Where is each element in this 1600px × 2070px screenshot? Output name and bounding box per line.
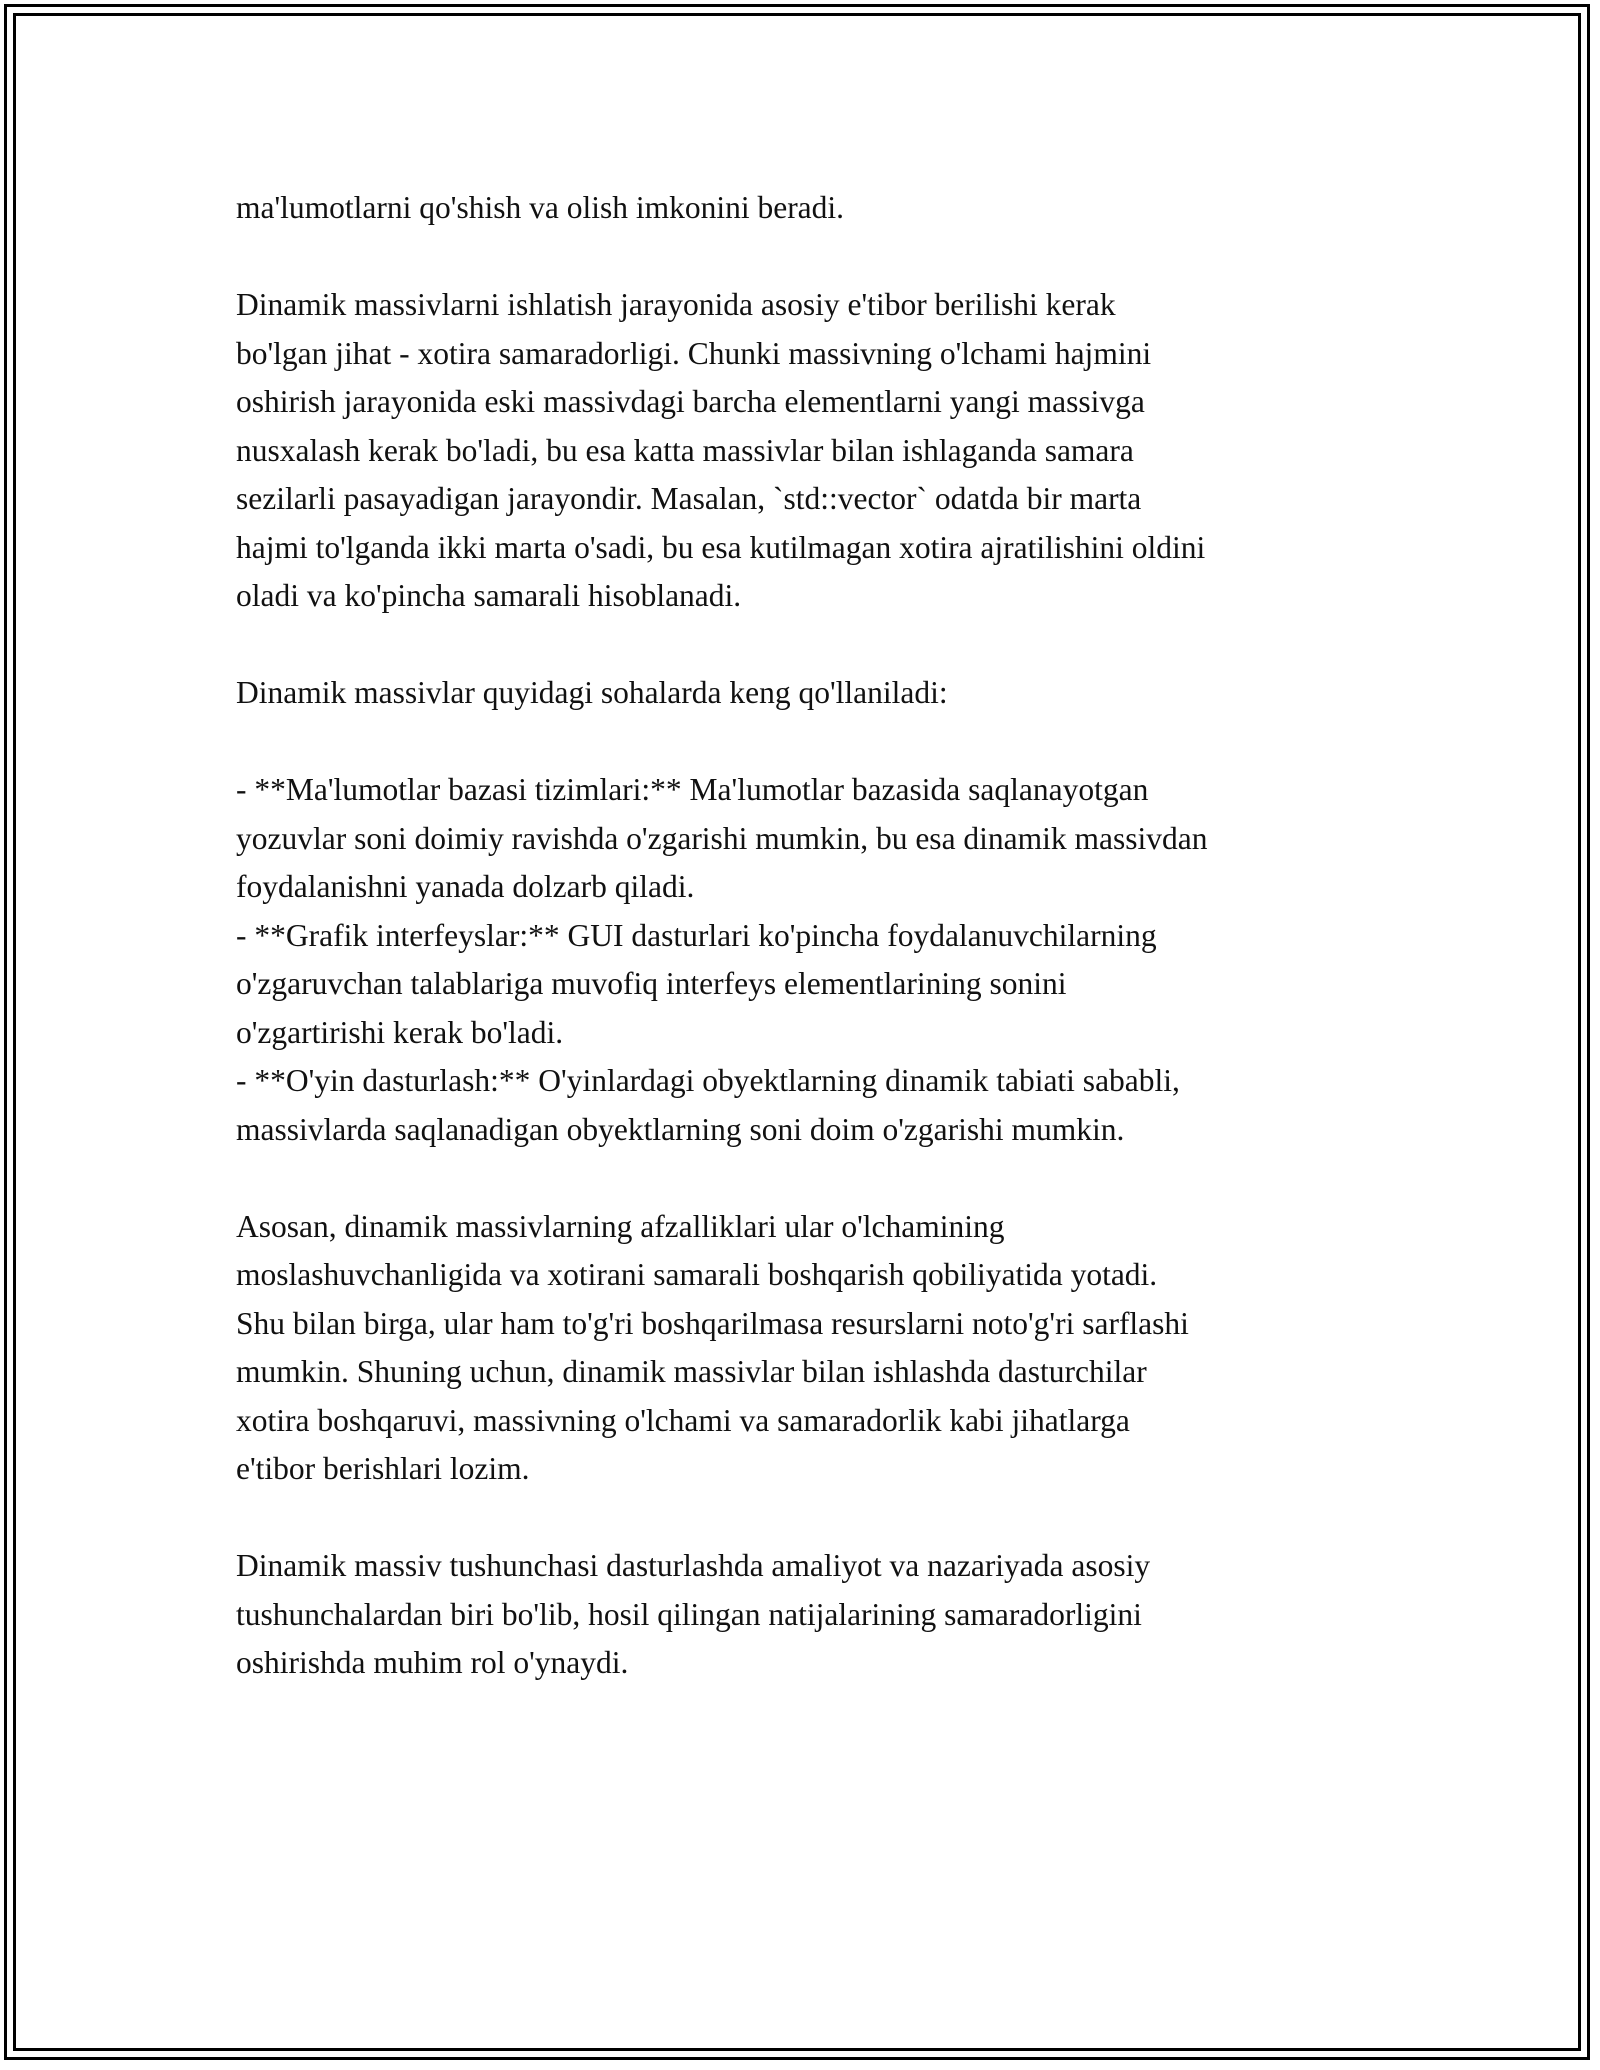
text-line: Asosan, dinamik massivlarning afzalliklari ular o'lchamining	[236, 1208, 1005, 1244]
text-line: oshirish jarayonida eski massivdagi barcha elementlarni yangi massivga	[236, 384, 1145, 419]
text-line: bo'lgan jihat - xotira samaradorligi. Chunki massivning o'lchami hajmini	[236, 335, 1152, 371]
text-line: xotira boshqaruvi, massivning o'lchami va samaradorlik kabi jihatlarga	[236, 1402, 1130, 1438]
text-line: ma'lumotlarni qo'shish va olish imkonini beradi.	[236, 190, 845, 225]
list-item-game-dev: - **O'yin dasturlash:** O'yinlardagi obyektlarning dinamik tabiati sababli,	[236, 1063, 1180, 1098]
text-line: foydalanishni yanada dolzarb qiladi.	[236, 869, 695, 904]
document-body	[236, 184, 1386, 1736]
paragraph-memory-efficiency	[236, 281, 1386, 621]
paragraph-advantages	[236, 1203, 1386, 1494]
text-line: oladi va ko'pincha samarali hisoblanadi.	[236, 578, 742, 613]
text-line: tushunchalardan biri bo'lib, hosil qilingan natijalarining samaradorligini	[236, 1596, 1142, 1632]
paragraph-applications-intro	[236, 669, 1386, 718]
text-line: e'tibor berishlari lozim.	[236, 1451, 530, 1486]
text-line: massivlarda saqlanadigan obyektlarning soni doim o'zgarishi mumkin.	[236, 1111, 1125, 1147]
text-line: o'zgartirishi kerak bo'ladi.	[236, 1014, 564, 1050]
text-line: Shu bilan birga, ular ham to'g'ri boshqarilmasa resurslarni noto'g'ri sarflashi	[236, 1305, 1189, 1341]
text-line: hajmi to'lganda ikki marta o'sadi, bu esa kutilmagan xotira ajratilishini oldini	[236, 529, 1206, 565]
paragraph-applications-list	[236, 766, 1386, 1154]
text-line: oshirishda muhim rol o'ynaydi.	[236, 1645, 629, 1680]
list-item-gui: - **Grafik interfeyslar:** GUI dasturlari ko'pincha foydalanuvchilarning	[236, 917, 1157, 953]
text-line: Dinamik massiv tushunchasi dasturlashda amaliyot va nazariyada asosiy	[236, 1548, 1151, 1583]
text-line: Dinamik massivlarni ishlatish jarayonida asosiy e'tibor berilishi kerak	[236, 287, 1116, 322]
text-line: yozuvlar soni doimiy ravishda o'zgarishi mumkin, bu esa dinamik massivdan	[236, 820, 1208, 856]
text-line: mumkin. Shuning uchun, dinamik massivlar bilan ishlashda dasturchilar	[236, 1354, 1147, 1389]
paragraph-continuation	[236, 184, 1386, 233]
list-item-database: - **Ma'lumotlar bazasi tizimlari:** Ma'lumotlar bazasida saqlanayotgan	[236, 772, 1149, 807]
text-line: o'zgaruvchan talablariga muvofiq interfeys elementlarining sonini	[236, 966, 1067, 1001]
text-line: moslashuvchanligida va xotirani samarali boshqarish qobiliyatida yotadi.	[236, 1257, 1158, 1292]
text-line: sezilarli pasayadigan jarayondir. Masalan, `std::vector` odatda bir marta	[236, 481, 1142, 516]
text-line: Dinamik massivlar quyidagi sohalarda keng qo'llaniladi:	[236, 675, 948, 710]
text-line: nusxalash kerak bo'ladi, bu esa katta massivlar bilan ishlaganda samara	[236, 432, 1134, 468]
paragraph-conclusion	[236, 1542, 1386, 1688]
